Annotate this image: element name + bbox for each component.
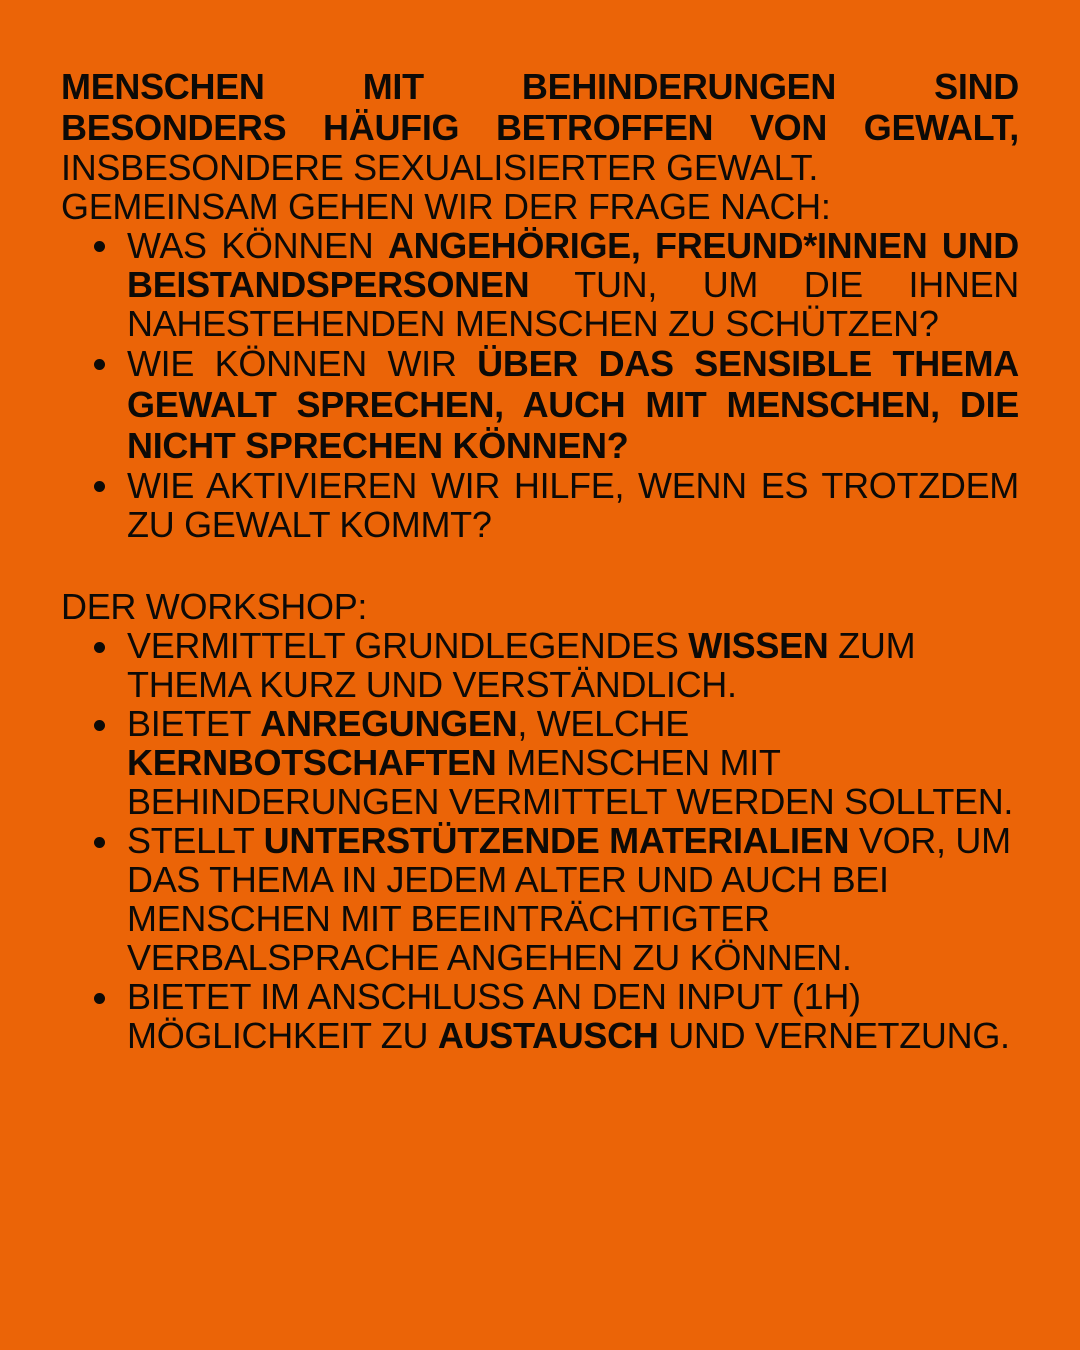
intro-plain-line-1: INSBESONDERE SEXUALISIERTER GEWALT. [61, 147, 819, 188]
workshop-list [61, 626, 1019, 1055]
workshop-heading: DER WORKSHOP: [61, 586, 368, 627]
intro-bold-line-1: MENSCHEN MIT BEHINDERUNGEN SIND [61, 66, 1019, 107]
workshop-item [61, 704, 1019, 821]
workshop-item [61, 821, 1019, 977]
bullet-icon [94, 359, 105, 370]
workshop-emphasis: KERNBOTSCHAFTEN [127, 742, 497, 783]
question-text: WIE AKTIVIEREN WIR HILFE, WENN ES TROTZDEM ZU GEWALT KOMMT? [127, 465, 1019, 545]
workshop-item [61, 977, 1019, 1055]
question-item [61, 466, 1019, 544]
workshop-emphasis: WISSEN [688, 625, 829, 666]
question-item [61, 343, 1019, 466]
workshop-text: ZUM THEMA KURZ UND VERSTÄNDLICH. [127, 625, 916, 705]
bullet-icon [94, 642, 105, 653]
workshop-text: VOR, UM DAS THEMA IN JEDEM ALTER UND AUCH BEI MENSCHEN MIT BEEINTRÄCHTIGTER VERBALSPRACHE ANGEHEN ZU KÖNNEN. [127, 820, 1011, 978]
workshop-item [61, 626, 1019, 704]
question-text: WAS KÖNNEN [127, 225, 388, 266]
workshop-text: STELLT [127, 820, 264, 861]
workshop-text: VERMITTELT GRUNDLEGENDES [127, 625, 689, 666]
question-text: WIE KÖNNEN WIR [127, 343, 478, 384]
question-emphasis: ÜBER DAS SENSIBLE THEMA GEWALT SPRECHEN, AUCH MIT MENSCHEN, DIE NICHT SPRECHEN KÖNNEN? [127, 343, 1019, 466]
bullet-icon [94, 241, 105, 252]
workshop-text: , WELCHE [517, 703, 689, 744]
bullet-icon [94, 993, 105, 1004]
workshop-text: MENSCHEN MIT BEHINDERUNGEN VERMITTELT WERDEN SOLLTEN. [127, 742, 1014, 822]
question-item [61, 226, 1019, 343]
intro-plain-line-2: GEMEINSAM GEHEN WIR DER FRAGE NACH: [61, 186, 831, 227]
bullet-icon [94, 481, 105, 492]
intro-paragraph [61, 66, 1019, 226]
intro-bold-line-2: BESONDERS HÄUFIG BETROFFEN VON GEWALT, [61, 107, 1019, 148]
workshop-emphasis: UNTERSTÜTZENDE MATERIALIEN [263, 820, 850, 861]
question-text: TUN, UM DIE IHNEN NAHESTEHENDEN MENSCHEN ZU SCHÜTZEN? [127, 264, 1019, 344]
question-emphasis: ANGEHÖRIGE, FREUND*INNEN UND BEISTANDSPERSONEN [127, 225, 1019, 305]
question-list [61, 226, 1019, 544]
workshop-text: BIETET IM ANSCHLUSS AN DEN INPUT (1H) MÖGLICHKEIT ZU [127, 976, 861, 1056]
bullet-icon [94, 837, 105, 848]
bullet-icon [94, 720, 105, 731]
workshop-text: BIETET [127, 703, 261, 744]
workshop-emphasis: AUSTAUSCH [437, 1015, 659, 1056]
workshop-text: UND VERNETZUNG. [658, 1015, 1010, 1056]
workshop-emphasis: ANREGUNGEN [260, 703, 518, 744]
